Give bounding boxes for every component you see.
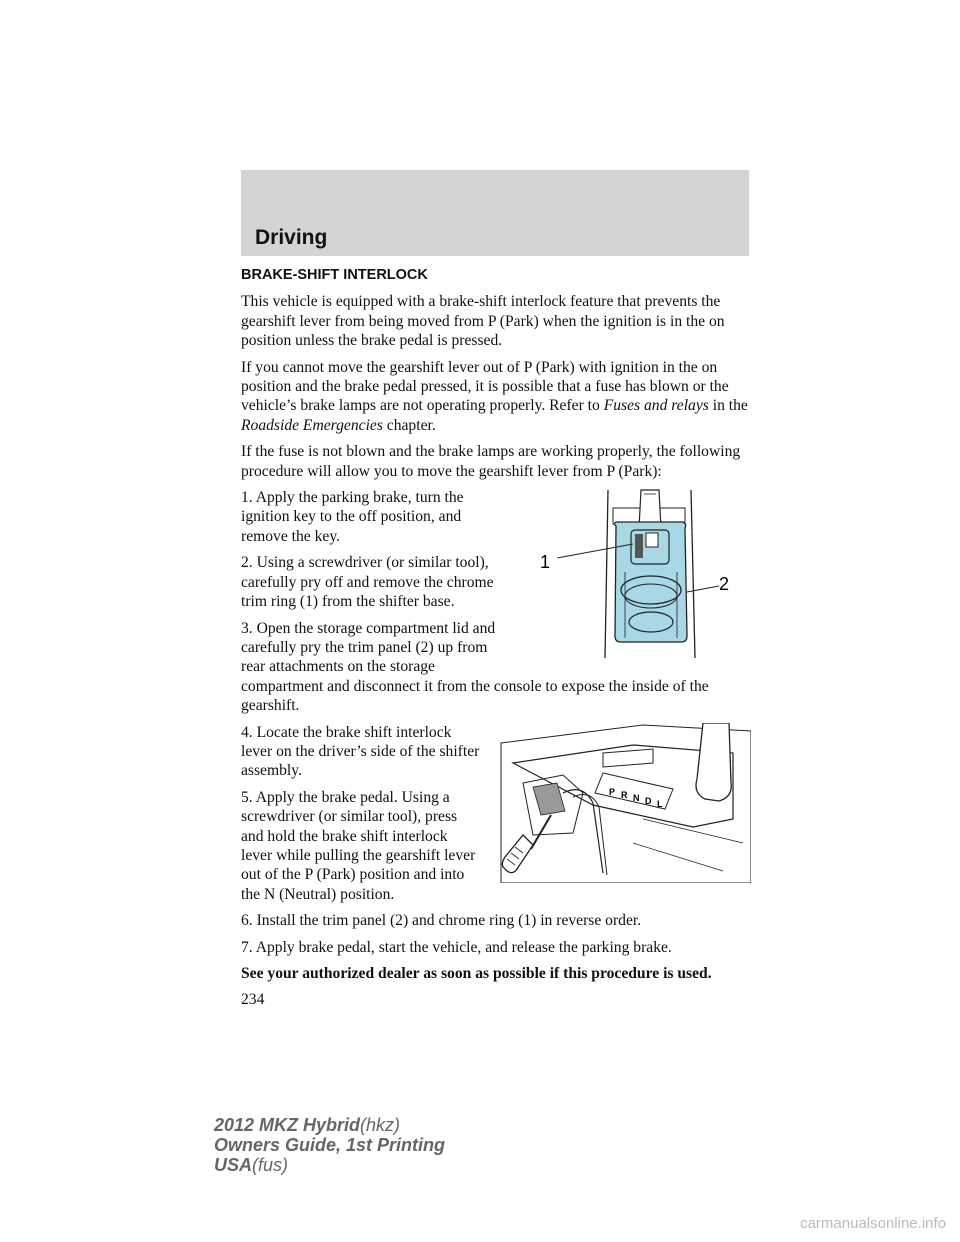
page-number: 234 [241, 991, 265, 1009]
dealer-warning: See your authorized dealer as soon as possible if this procedure is used. [241, 965, 712, 982]
ref-fuses-relays: Fuses and relays [603, 397, 709, 415]
step-5: 5. Apply the brake pedal. Using a screwdriver (or similar tool), press and hold the brake shift interlock lever while pulling the gearshift lever out of the P (Park) position and into the N (Neutral) position. [241, 788, 476, 903]
step-6: 6. Install the trim panel (2) and chrome ring (1) in reverse order. [241, 912, 642, 930]
step-7: 7. Apply brake pedal, start the vehicle, and release the parking brake. [241, 938, 672, 956]
footer-line-1: 2012 MKZ Hybrid(hkz) [214, 1115, 401, 1135]
shifter-trim-illustration [513, 488, 751, 658]
step-3: 3. Open the storage compartment lid and carefully pry the trim panel (2) up from rear attachments on the storage compartment and disconnect it from the console to expose the inside of the gearshift. [241, 619, 709, 715]
section-title: Driving [255, 226, 328, 249]
paragraph-procedure-intro: If the fuse is not blown and the brake lamps are working properly, the following procedure will allow you to move the gearshift lever from P (Park): [241, 443, 741, 480]
gear-letter-n: N [633, 792, 640, 803]
section-header [241, 170, 749, 256]
site-watermark: carmanualsonline.info [800, 1215, 946, 1232]
page-heading: BRAKE-SHIFT INTERLOCK [241, 267, 428, 283]
step-4: 4. Locate the brake shift interlock lever on the driver’s side of the shifter assembly. [241, 723, 480, 780]
callout-2-label: 2 [719, 574, 730, 595]
gear-letter-r: R [621, 789, 628, 800]
gear-letter-l: L [657, 798, 663, 809]
paragraph-fuse: If you cannot move the gearshift lever out of P (Park) with ignition in the on position and the brake pedal pressed, it is possible that a fuse has blown or the vehicle’s brake lamps are not operating properly. Refer to Fuses and relays in the Roadside Emergencies chapter. [241, 358, 748, 434]
step-2: 2. Using a screwdriver (or similar tool), carefully pry off and remove the chrome trim ring (1) from the shifter base. [241, 554, 494, 611]
footer-line-2: Owners Guide, 1st Printing [214, 1135, 446, 1155]
step-1: 1. Apply the parking brake, turn the ignition key to the off position, and remove the key. [241, 489, 464, 545]
paragraph-intro: This vehicle is equipped with a brake-shift interlock feature that prevents the gearshift lever from being moved from P (Park) when the ignition is in the on position unless the brake pedal is pressed. [241, 293, 725, 350]
interlock-lever-illustration [493, 723, 751, 883]
callout-1-label: 1 [540, 552, 551, 573]
ref-roadside-emergencies: Roadside Emergencies [241, 416, 383, 434]
document-footer [214, 1115, 445, 1175]
gear-letter-d: D [645, 795, 652, 806]
page-content [241, 266, 751, 1017]
footer-line-3: USA(fus) [214, 1155, 289, 1175]
gear-letter-p: P [609, 786, 616, 797]
